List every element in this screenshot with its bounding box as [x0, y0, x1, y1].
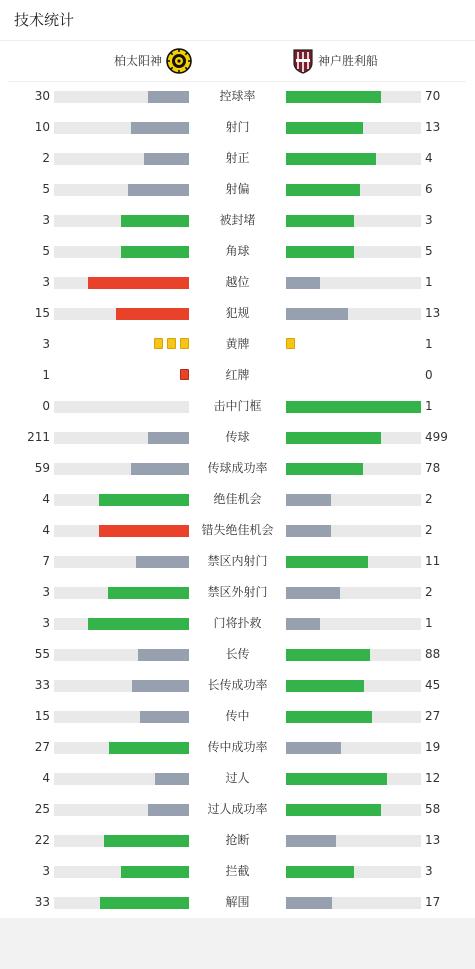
stat-label: 击中门框	[213, 399, 262, 413]
title-divider	[0, 40, 475, 41]
away-stat-bar	[286, 804, 381, 816]
stat-row	[0, 577, 475, 608]
stat-label: 传中成功率	[207, 740, 268, 754]
stat-label: 过人	[225, 771, 250, 785]
home-stat-bar-track	[54, 463, 189, 475]
away-stat-value: 13	[425, 306, 441, 320]
away-stat-bar-track	[286, 897, 421, 909]
away-stat-bar	[286, 184, 360, 196]
away-stat-bar	[286, 401, 421, 413]
away-stat-bar	[286, 463, 363, 475]
home-stat-value: 1	[42, 368, 50, 382]
home-stat-bar-track	[54, 773, 189, 785]
away-stat-bar	[286, 153, 376, 165]
away-stat-value: 3	[425, 864, 433, 878]
stat-row	[0, 329, 475, 360]
home-stat-value: 7	[42, 554, 50, 568]
away-stat-bar	[286, 618, 320, 630]
away-stat-bar	[286, 525, 331, 537]
stat-row	[0, 670, 475, 701]
stat-row	[0, 453, 475, 484]
stat-row	[0, 546, 475, 577]
stat-label: 被封堵	[219, 213, 256, 227]
away-stat-bar	[286, 711, 372, 723]
away-stat-value: 499	[425, 430, 448, 444]
stat-label: 解围	[225, 895, 250, 909]
stat-label: 控球率	[219, 89, 256, 103]
stat-row	[0, 143, 475, 174]
home-stat-value: 30	[34, 89, 50, 103]
stat-label: 犯规	[225, 306, 250, 320]
home-stat-bar-track	[54, 835, 189, 847]
home-stat-bar	[88, 618, 189, 630]
home-stat-value: 211	[27, 430, 50, 444]
home-stat-bar-track	[54, 742, 189, 754]
away-team-name: 神户胜利船	[318, 54, 379, 68]
away-stat-bar	[286, 866, 354, 878]
away-stat-bar-track	[286, 649, 421, 661]
home-stat-bar	[131, 122, 189, 134]
stat-row	[0, 608, 475, 639]
home-stat-value: 55	[34, 647, 50, 661]
away-stat-bar-track	[286, 773, 421, 785]
away-stat-bar-track	[286, 618, 421, 630]
stat-label: 抢断	[225, 833, 250, 847]
away-stat-bar	[286, 91, 381, 103]
stat-label: 长传	[225, 647, 250, 661]
away-stat-bar-track	[286, 866, 421, 878]
away-stat-value: 88	[425, 647, 441, 661]
home-stat-bar-track	[54, 432, 189, 444]
away-stat-value: 11	[425, 554, 441, 568]
away-stat-bar	[286, 122, 363, 134]
home-stat-value: 33	[34, 678, 50, 692]
home-stat-bar	[144, 153, 189, 165]
home-stat-bar-track	[54, 711, 189, 723]
away-stat-value: 1	[425, 337, 433, 351]
away-team[interactable]	[292, 48, 378, 74]
away-stat-bar-track	[286, 122, 421, 134]
away-stat-bar-track	[286, 308, 421, 320]
home-stat-bar	[148, 804, 189, 816]
home-stat-value: 3	[42, 864, 50, 878]
away-stat-value: 17	[425, 895, 441, 909]
home-stat-bar	[155, 773, 189, 785]
away-stat-value: 1	[425, 616, 433, 630]
stat-row	[0, 267, 475, 298]
away-team-logo-icon	[292, 48, 314, 74]
yellow-card-icon	[154, 338, 163, 349]
home-stat-bar-track	[54, 618, 189, 630]
stat-row	[0, 422, 475, 453]
home-stat-bar-track	[54, 122, 189, 134]
away-stat-bar-track	[286, 463, 421, 475]
home-stat-value: 4	[42, 523, 50, 537]
home-stat-value: 15	[34, 709, 50, 723]
away-stat-bar-track	[286, 711, 421, 723]
home-stat-bar-track	[54, 494, 189, 506]
away-stat-bar-track	[286, 246, 421, 258]
home-stat-bar	[88, 277, 189, 289]
home-stat-bar-track	[54, 866, 189, 878]
home-stat-bar	[132, 680, 189, 692]
away-stat-value: 4	[425, 151, 433, 165]
stat-label: 红牌	[225, 368, 250, 382]
away-stat-bar-track	[286, 804, 421, 816]
home-stat-value: 33	[34, 895, 50, 909]
stat-label: 角球	[225, 244, 250, 258]
home-stat-bar-track	[54, 246, 189, 258]
away-stat-value: 6	[425, 182, 433, 196]
away-yellow-cards	[286, 338, 298, 352]
away-stat-bar	[286, 494, 331, 506]
home-stat-bar	[99, 525, 189, 537]
stat-row	[0, 236, 475, 267]
home-stat-value: 27	[34, 740, 50, 754]
away-stat-bar-track	[286, 587, 421, 599]
away-stat-value: 5	[425, 244, 433, 258]
away-stat-bar	[286, 246, 354, 258]
home-stat-value: 25	[34, 802, 50, 816]
away-stat-bar	[286, 308, 348, 320]
away-stat-bar-track	[286, 277, 421, 289]
home-stat-bar-track	[54, 525, 189, 537]
away-stat-bar-track	[286, 432, 421, 444]
home-stat-bar	[131, 463, 189, 475]
home-stat-value: 3	[42, 213, 50, 227]
stat-label: 错失绝佳机会	[201, 523, 274, 537]
away-stat-bar	[286, 835, 336, 847]
home-stat-bar-track	[54, 91, 189, 103]
stat-label: 长传成功率	[207, 678, 268, 692]
home-stat-bar-track	[54, 649, 189, 661]
home-stat-bar-track	[54, 897, 189, 909]
stat-label: 传中	[225, 709, 250, 723]
away-stat-bar-track	[286, 184, 421, 196]
stat-row	[0, 298, 475, 329]
home-stat-value: 3	[42, 616, 50, 630]
stat-label: 过人成功率	[207, 802, 268, 816]
away-stat-bar	[286, 215, 354, 227]
home-stat-bar	[148, 91, 189, 103]
home-stat-bar	[128, 184, 189, 196]
away-stat-value: 12	[425, 771, 441, 785]
home-team[interactable]	[114, 48, 192, 74]
away-stat-value: 1	[425, 275, 433, 289]
away-stat-value: 13	[425, 120, 441, 134]
away-stat-value: 0	[425, 368, 433, 382]
stat-label: 传球	[225, 430, 250, 444]
stat-label: 拦截	[225, 864, 250, 878]
stat-label: 绝佳机会	[213, 492, 262, 506]
home-stat-value: 3	[42, 275, 50, 289]
stat-label: 传球成功率	[207, 461, 268, 475]
stat-label: 禁区外射门	[207, 585, 268, 599]
home-stat-bar-track	[54, 215, 189, 227]
home-stat-value: 15	[34, 306, 50, 320]
away-stat-value: 27	[425, 709, 441, 723]
away-stat-value: 19	[425, 740, 441, 754]
home-team-logo-icon	[166, 48, 192, 74]
away-stat-bar	[286, 649, 370, 661]
stat-row	[0, 205, 475, 236]
home-stat-bar-track	[54, 153, 189, 165]
home-stat-bar	[108, 587, 189, 599]
away-stat-bar	[286, 742, 341, 754]
home-stat-bar	[148, 432, 189, 444]
home-stat-value: 3	[42, 585, 50, 599]
away-stat-bar-track	[286, 835, 421, 847]
away-stat-bar	[286, 587, 340, 599]
stat-label: 射偏	[225, 182, 250, 196]
away-stat-value: 3	[425, 213, 433, 227]
home-stat-bar-track	[54, 556, 189, 568]
home-stat-bar-track	[54, 587, 189, 599]
stat-row	[0, 360, 475, 391]
away-stat-bar-track	[286, 494, 421, 506]
away-stat-bar	[286, 432, 381, 444]
home-stat-value: 10	[34, 120, 50, 134]
home-stat-value: 2	[42, 151, 50, 165]
home-stat-bar-track	[54, 401, 189, 413]
stat-row	[0, 112, 475, 143]
section-title: 技术统计	[14, 11, 75, 29]
away-stat-value: 70	[425, 89, 441, 103]
home-stat-bar	[140, 711, 189, 723]
away-stat-value: 78	[425, 461, 441, 475]
stat-label: 禁区内射门	[207, 554, 268, 568]
stat-row	[0, 732, 475, 763]
yellow-card-icon	[167, 338, 176, 349]
home-yellow-cards	[150, 338, 189, 352]
away-stat-bar-track	[286, 401, 421, 413]
stat-row	[0, 825, 475, 856]
stat-row	[0, 391, 475, 422]
stat-row	[0, 174, 475, 205]
away-stat-bar-track	[286, 556, 421, 568]
away-stat-bar-track	[286, 215, 421, 227]
home-stat-value: 4	[42, 771, 50, 785]
away-stat-value: 45	[425, 678, 441, 692]
home-team-name: 柏太阳神	[114, 54, 163, 68]
away-stat-value: 2	[425, 523, 433, 537]
stat-row	[0, 701, 475, 732]
home-stat-value: 0	[42, 399, 50, 413]
away-stat-bar-track	[286, 91, 421, 103]
away-stat-bar	[286, 897, 332, 909]
home-stat-bar	[109, 742, 189, 754]
home-stat-bar	[99, 494, 189, 506]
home-stat-bar	[138, 649, 189, 661]
stat-row	[0, 515, 475, 546]
home-stat-bar-track	[54, 184, 189, 196]
away-stat-bar	[286, 773, 387, 785]
away-stat-value: 2	[425, 492, 433, 506]
away-stat-bar-track	[286, 153, 421, 165]
yellow-card-icon	[180, 338, 189, 349]
home-stat-value: 59	[34, 461, 50, 475]
home-stat-bar	[121, 215, 189, 227]
stat-row	[0, 639, 475, 670]
home-stat-bar	[136, 556, 189, 568]
away-stat-bar	[286, 680, 364, 692]
stat-row	[0, 81, 475, 112]
away-stat-bar-track	[286, 525, 421, 537]
home-stat-bar-track	[54, 680, 189, 692]
home-red-cards	[176, 369, 189, 383]
stat-row	[0, 887, 475, 918]
home-stat-value: 5	[42, 182, 50, 196]
home-stat-bar	[121, 246, 189, 258]
stat-row	[0, 794, 475, 825]
home-stat-bar	[121, 866, 189, 878]
home-stat-value: 22	[34, 833, 50, 847]
home-stat-value: 4	[42, 492, 50, 506]
stat-label: 越位	[225, 275, 250, 289]
stat-label: 黄牌	[225, 337, 250, 351]
home-stat-bar	[104, 835, 189, 847]
stat-label: 门将扑救	[213, 616, 262, 630]
home-stat-bar-track	[54, 804, 189, 816]
away-stat-value: 1	[425, 399, 433, 413]
away-stat-bar-track	[286, 742, 421, 754]
home-stat-bar	[100, 897, 189, 909]
away-stat-bar-track	[286, 680, 421, 692]
stat-row	[0, 763, 475, 794]
home-stat-bar-track	[54, 308, 189, 320]
away-stat-value: 58	[425, 802, 441, 816]
away-stat-bar	[286, 277, 320, 289]
away-stat-value: 13	[425, 833, 441, 847]
yellow-card-icon	[286, 338, 295, 349]
home-stat-bar-track	[54, 277, 189, 289]
away-stat-value: 2	[425, 585, 433, 599]
red-card-icon	[180, 369, 189, 380]
stat-row	[0, 856, 475, 887]
home-stat-value: 3	[42, 337, 50, 351]
stat-label: 射正	[225, 151, 250, 165]
away-stat-bar	[286, 556, 368, 568]
stat-label: 射门	[225, 120, 250, 134]
stat-row	[0, 484, 475, 515]
home-stat-bar	[116, 308, 189, 320]
home-stat-value: 5	[42, 244, 50, 258]
